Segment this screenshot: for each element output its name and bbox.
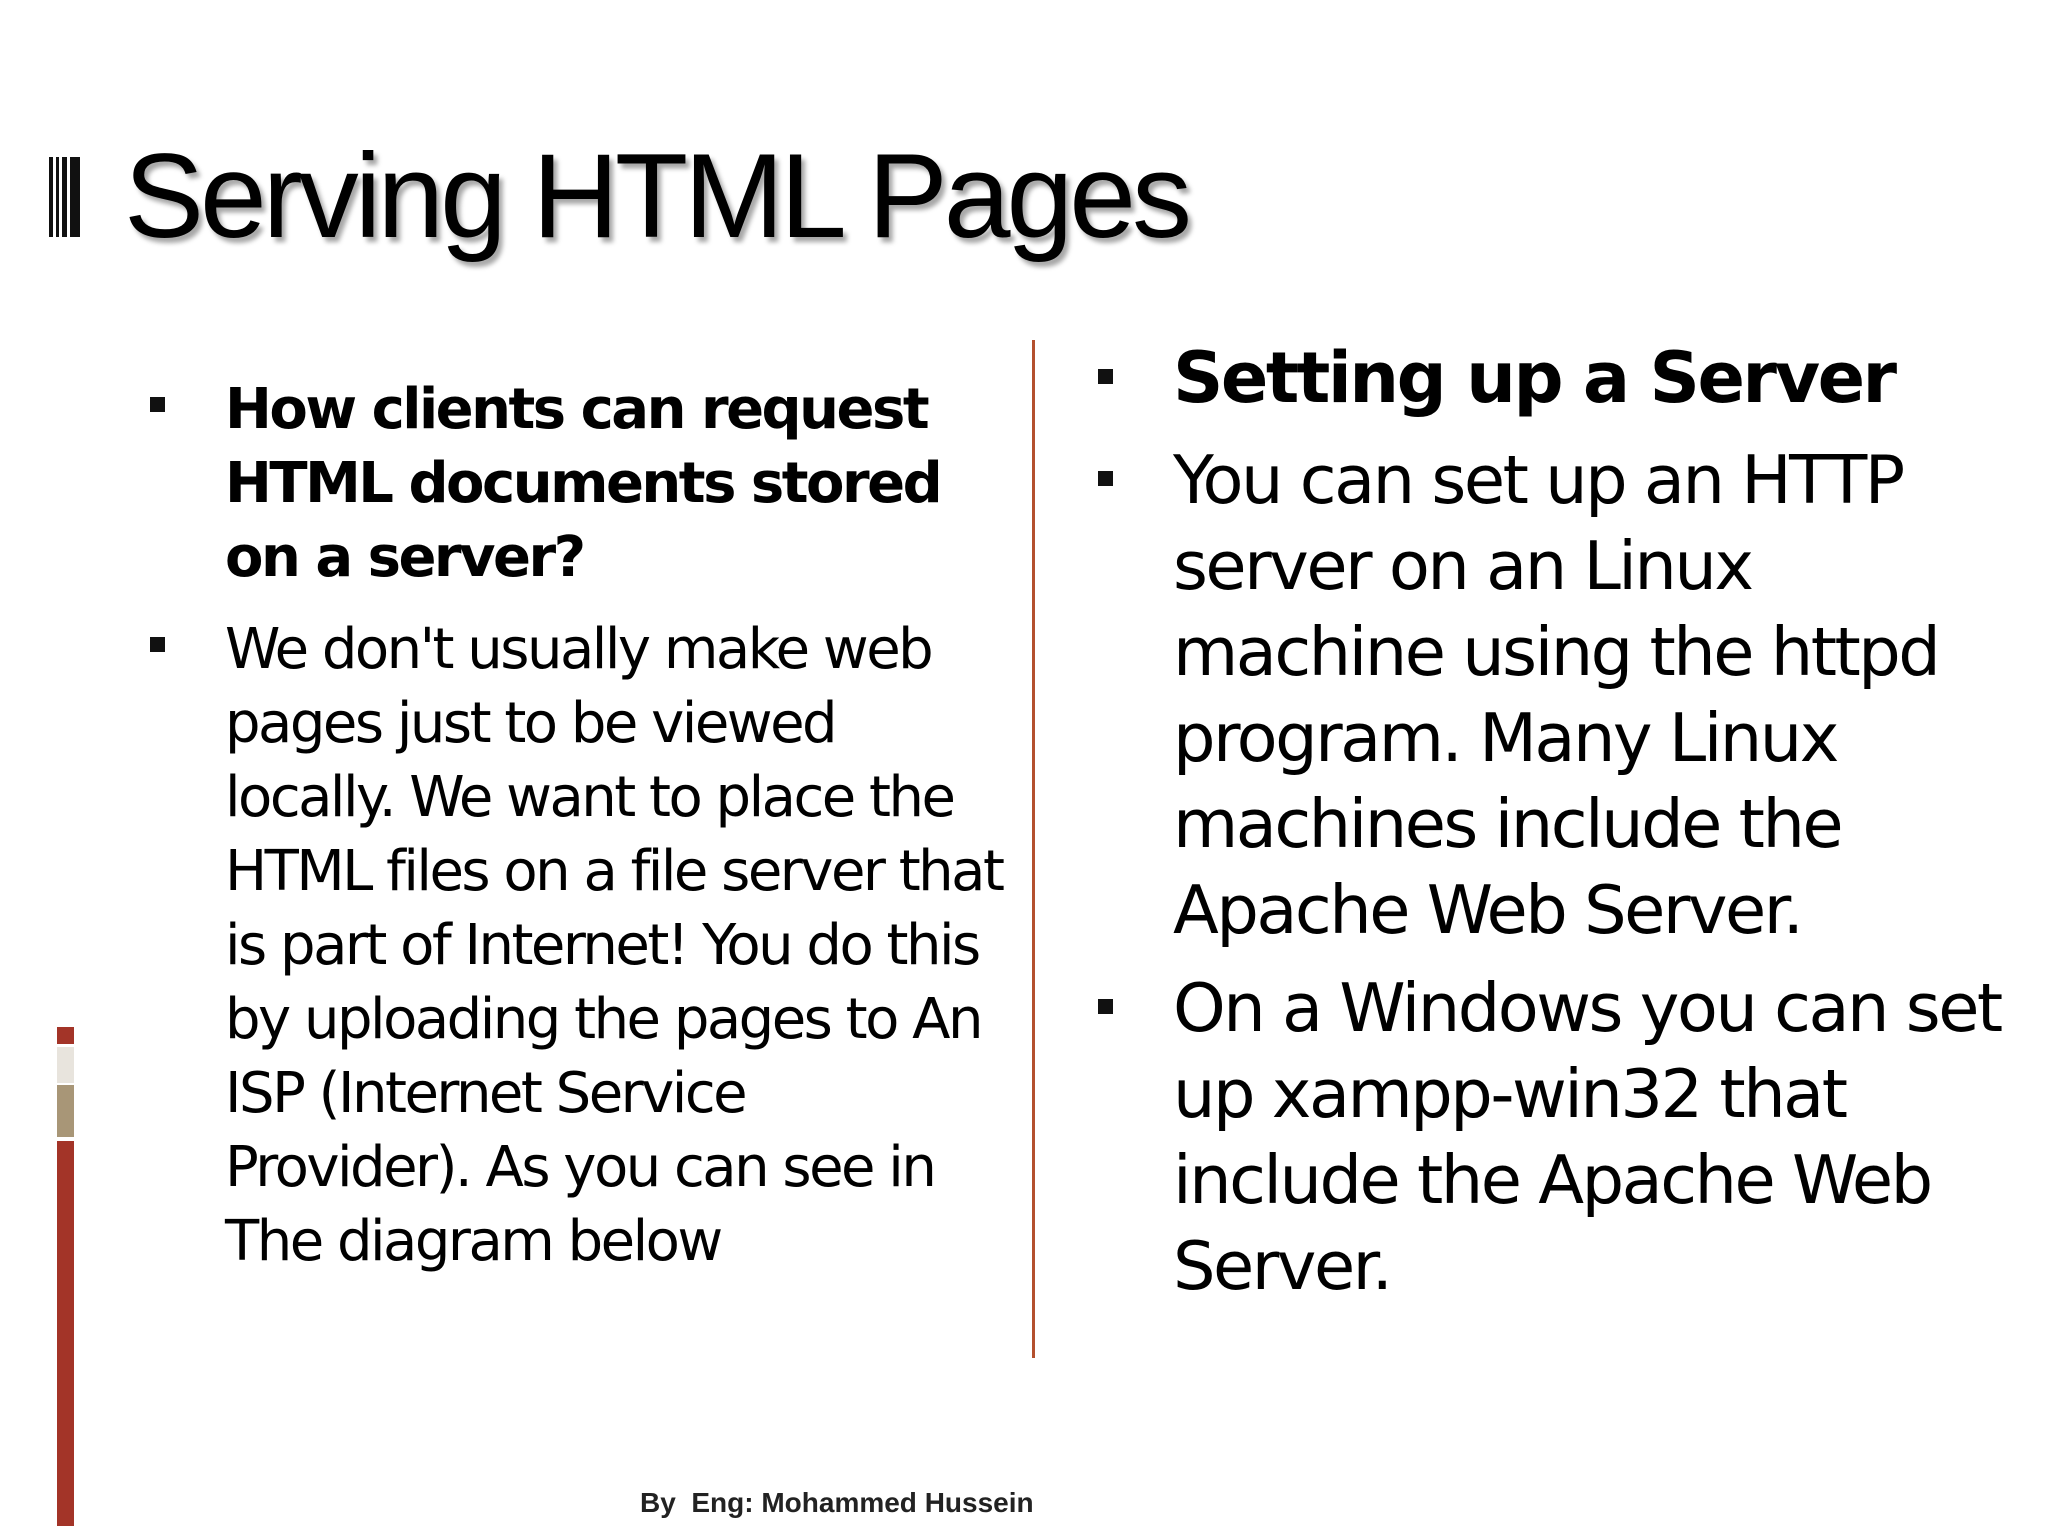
bullet-text: On a Windows you can set up xampp-win32 that include the Apache Web Server.: [1173, 969, 2001, 1305]
slide-title: Serving HTML Pages: [124, 129, 1189, 263]
bullet-text: You can set up an HTTP server on an Linux machine using the httpd program. Many Linux machines include the Apache Web Server.: [1173, 441, 1939, 949]
bullet-item: [1093, 335, 2023, 421]
square-bullet-icon: [1098, 999, 1113, 1014]
bullet-text: How clients can request HTML documents stored on a server?: [225, 377, 941, 590]
square-bullet-icon: [1098, 471, 1113, 486]
striped-bars-icon: [49, 157, 80, 237]
bullet-item: [1093, 437, 2023, 953]
bullet-item: [145, 373, 1005, 595]
square-bullet-icon: [1098, 369, 1113, 384]
square-bullet-icon: [150, 397, 165, 412]
square-bullet-icon: [150, 637, 165, 652]
bullet-item: [1093, 965, 2023, 1309]
decorative-bar-segment: [57, 1047, 74, 1083]
decorative-bar-segment: [57, 1141, 74, 1526]
column-divider: [1032, 340, 1035, 1358]
bullet-text: Setting up a Server: [1173, 337, 1895, 419]
bullet-item: [145, 613, 1005, 1279]
left-column: [145, 373, 1005, 1297]
author-footer: By Eng: Mohammed Hussein: [640, 1487, 1034, 1518]
right-column: [1093, 335, 2023, 1321]
decorative-bar-segment: [57, 1027, 74, 1044]
bullet-text: We don't usually make web pages just to be viewed locally. We want to place the HTML files on a file server that is part of Internet! You do this by uploading the pages to An ISP (Internet Service Provider). As you can see in The diagram below: [225, 617, 1003, 1274]
decorative-bar-segment: [57, 1085, 74, 1137]
